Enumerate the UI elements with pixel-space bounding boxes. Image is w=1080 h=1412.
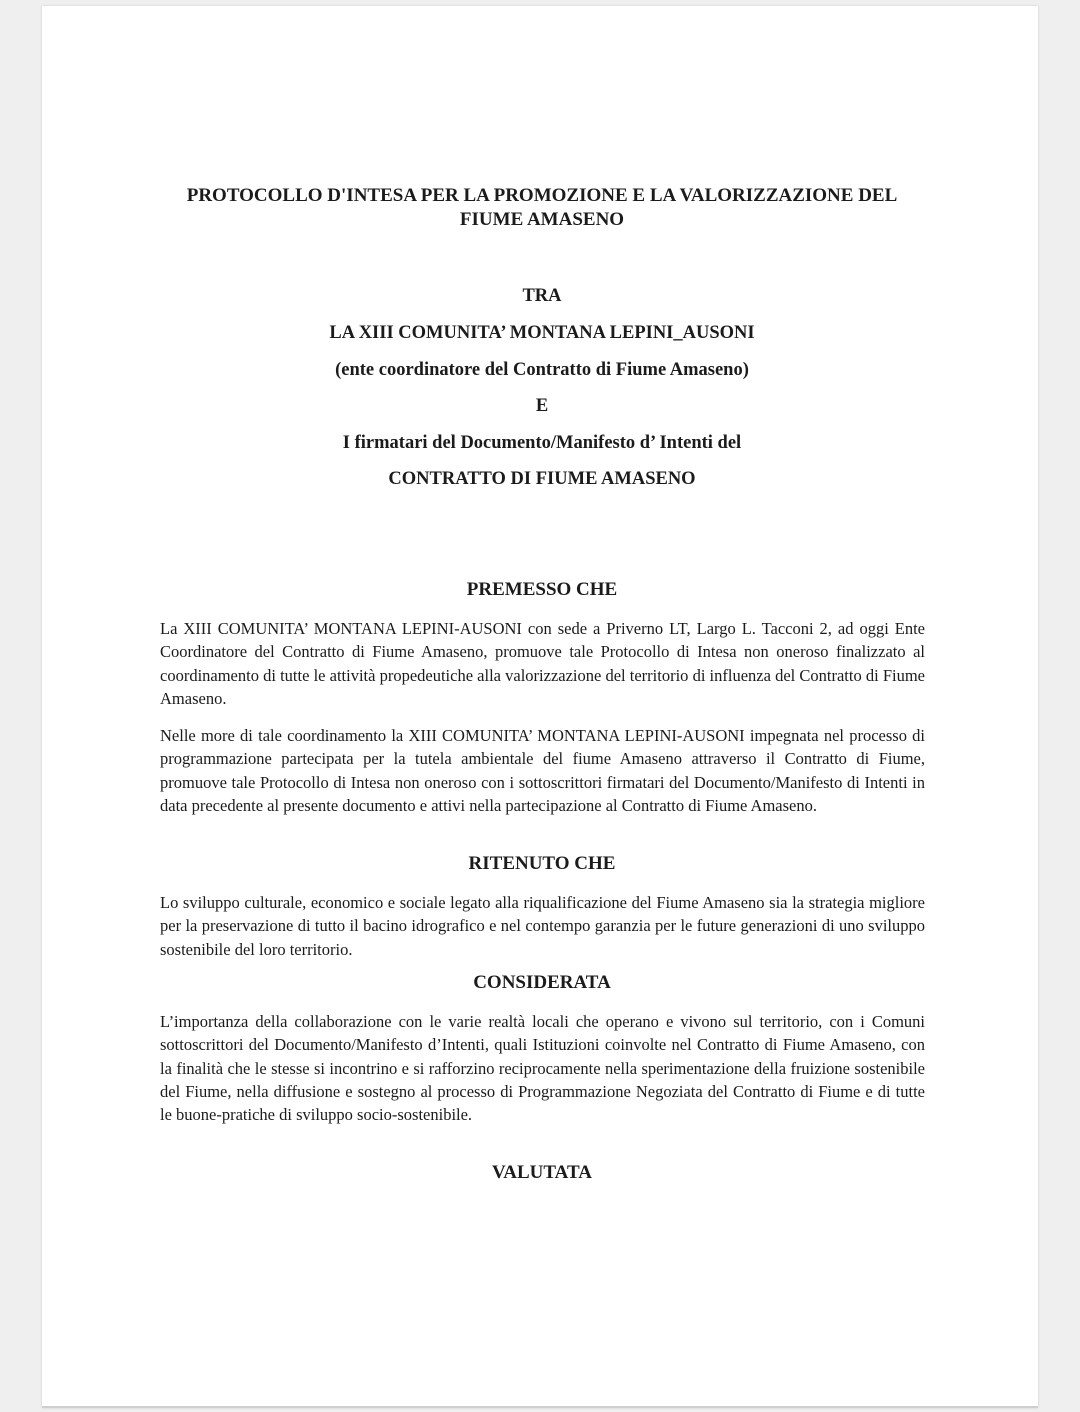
- conjunction: E: [535, 396, 549, 416]
- document-title: [142, 184, 942, 232]
- party-1-name: LA XIII COMUNITA’ MONTANA LEPINI_AUSONI: [329, 323, 755, 343]
- section-heading-ritenuto: RITENUTO CHE: [468, 853, 616, 874]
- title-line-2: FIUME AMASENO: [459, 209, 625, 230]
- paragraph-premesso-2: Nelle more di tale coordinamento la XIII COMUNITA’ MONTANA LEPINI-AUSONI impegnata nel processo di programmazione partecipata per la tutela ambientale del fiume Amaseno attraverso il Contratto di Fiume, promuove tale Protocollo di Intesa non oneroso con i sottoscrittori firmatari del Documento/Manifesto di Intenti in data precedente al presente documento e attivi nella partecipazione al Contratto di Fiume Amaseno.: [160, 726, 925, 815]
- document-page: [42, 6, 1038, 1408]
- paragraph-ritenuto-1: Lo sviluppo culturale, economico e sociale legato alla riqualificazione del Fiume Amaseno sia la strategia migliore per la preservazione di tutto il bacino idrografico e nel contempo garanzia per le future generazioni di uno sviluppo sostenibile del loro territorio.: [160, 893, 925, 959]
- party-1-role: (ente coordinatore del Contratto di Fiume Amaseno): [335, 360, 749, 380]
- section-heading-premesso: PREMESSO CHE: [466, 579, 618, 600]
- title-line-1: PROTOCOLLO D'INTESA PER LA PROMOZIONE E LA VALORIZZAZIONE DEL: [186, 185, 898, 206]
- section-heading-considerata: CONSIDERATA: [473, 972, 611, 993]
- paragraph-considerata-1: L’importanza della collaborazione con le varie realtà locali che operano e vivono sul territorio, con i Comuni sottoscrittori del Documento/Manifesto d’Intenti, quali Istituzioni coinvolte nel Contratto di Fiume Amaseno, con la finalità che le stesse si incontrino e si rafforzino reciprocamente nella sperimentazione della fruizione sostenibile del Fiume, nella diffusione e sostegno al processo di Programmazione Negoziata del Contratto di Fiume e di tutte le buone-pratiche di sviluppo socio-sostenibile.: [160, 1012, 925, 1125]
- party-2-description: I firmatari del Documento/Manifesto d’ Intenti del: [342, 433, 742, 453]
- party-2-name: CONTRATTO DI FIUME AMASENO: [388, 469, 696, 489]
- page-bottom-edge: [42, 1406, 1038, 1408]
- between-label: TRA: [522, 286, 562, 306]
- paragraph-premesso-1: La XIII COMUNITA’ MONTANA LEPINI-AUSONI con sede a Priverno LT, Largo L. Tacconi 2, ad oggi Ente Coordinatore del Contratto di Fiume Amaseno, promuove tale Protocollo di Intesa non oneroso finalizzato al coordinamento di tutte le attività propedeutiche alla valorizzazione del territorio di influenza del Contratto di Fiume Amaseno.: [160, 619, 925, 708]
- section-heading-valutata: VALUTATA: [492, 1162, 592, 1183]
